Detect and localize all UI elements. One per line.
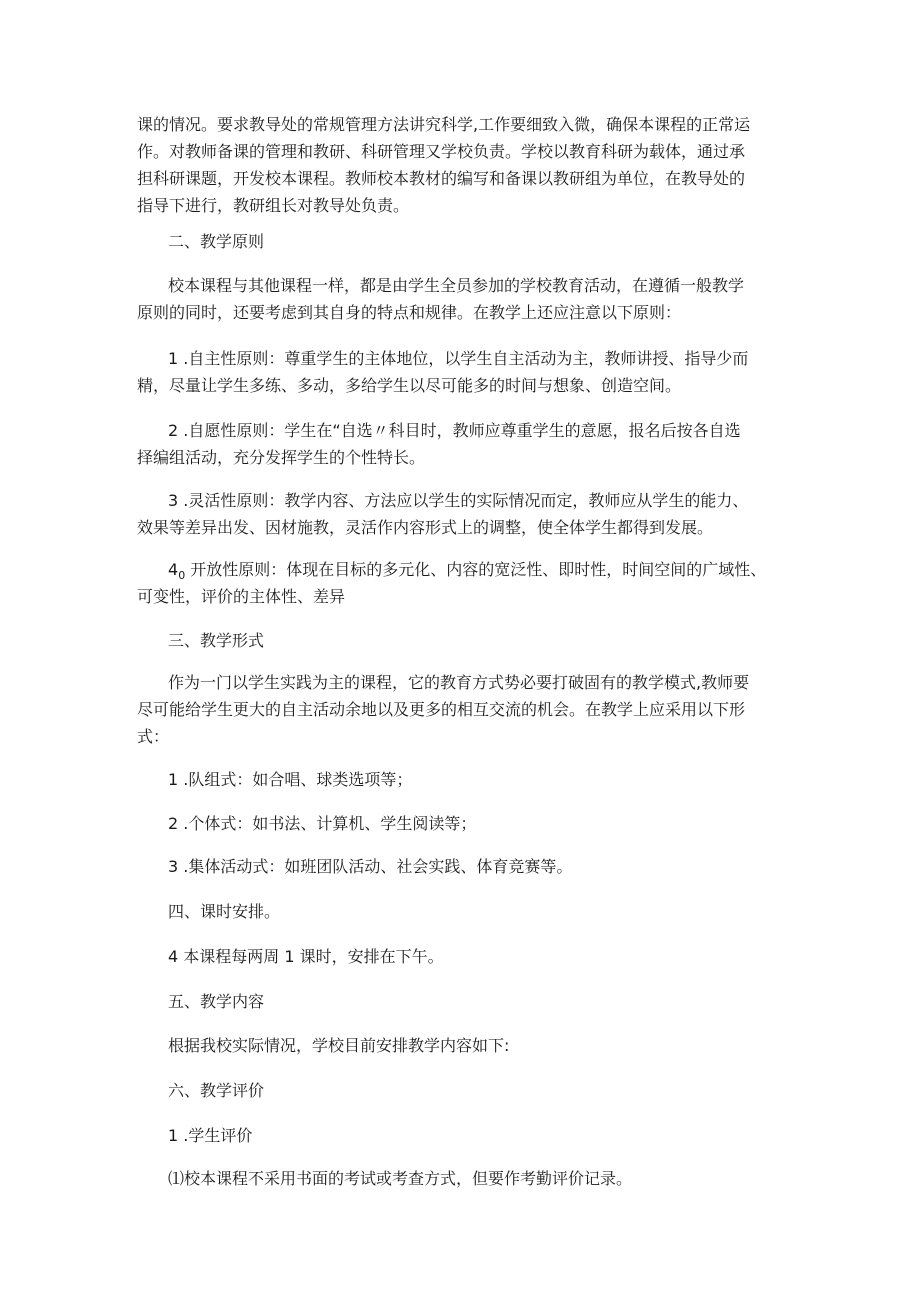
- text-line: 担科研课题，开发校本课程。教师校本教材的编写和备课以教研组为单位，在教导处的: [137, 169, 746, 188]
- item-number: 4: [168, 560, 179, 579]
- text-line: 校本课程与其他课程一样，都是由学生全员参加的学校教育活动，在遵循一般教学: [168, 276, 745, 295]
- section-heading-evaluation: 六、教学评价: [168, 1081, 265, 1100]
- text-line: 可变性，评价的主体性、差异: [137, 587, 346, 606]
- text-line: 作为一门以学生实践为主的课程，它的教育方式势必要打破固有的教学模式,教师要: [168, 673, 750, 692]
- schedule-detail: 4 本课程每两周 1 课时，安排在下午。: [168, 947, 444, 966]
- text-line: 1 .自主性原则：尊重学生的主体地位，以学生自主活动为主，教师讲授、指导少而: [168, 349, 749, 368]
- text-line: 精，尽量让学生多练、多动，多给学生以尽可能多的时间与想象、创造空间。: [137, 376, 682, 395]
- content-detail: 根据我校实际情况，学校目前安排教学内容如下:: [168, 1036, 510, 1055]
- section-heading-principles: 二、教学原则: [168, 232, 265, 251]
- section-heading-content: 五、教学内容: [168, 992, 265, 1011]
- text-line: 择编组活动，充分发挥学生的个性特长。: [137, 448, 426, 467]
- form-team: 1 .队组式：如合唱、球类选项等；: [168, 770, 413, 789]
- form-collective: 3 .集体活动式：如班团队活动、社会实践、体育竞赛等。: [168, 857, 573, 876]
- section-heading-forms: 三、教学形式: [168, 631, 265, 650]
- principle-openness: [137, 556, 797, 610]
- text-line: 式：: [137, 727, 170, 746]
- evaluation-attendance: ⑴校本课程不采用书面的考试或考查方式，但要作考勤评价记录。: [168, 1169, 633, 1188]
- principle-voluntary: [137, 417, 797, 471]
- text-line: 作。对教师备课的管理和教研、科研管理又学校负责。学校以教育科研为载体，通过承: [137, 142, 746, 161]
- text-line: 课的情况。要求教导处的常规管理方法讲究科学,工作要细致入微，确保本课程的正常运: [137, 115, 751, 134]
- paragraph-management: [137, 111, 797, 219]
- form-individual: 2 .个体式：如书法、计算机、学生阅读等；: [168, 814, 477, 833]
- paragraph-principles-intro: [137, 272, 797, 326]
- principle-flexibility: [137, 487, 797, 541]
- text-line: [137, 556, 797, 583]
- section-heading-schedule: 四、课时安排。: [168, 902, 281, 921]
- item-number-subscript: 0: [178, 569, 186, 582]
- principle-autonomy: [137, 345, 797, 399]
- text-segment: 开放性原则：体现在目标的多元化、内容的宽泛性、即时性，时间空间的广域性、: [190, 560, 767, 579]
- text-line: 效果等差异出发、因材施教，灵活作内容形式上的调整，使全体学生都得到发展。: [137, 518, 714, 537]
- evaluation-student: 1 .学生评价: [168, 1126, 253, 1145]
- paragraph-forms-intro: [137, 669, 797, 750]
- text-line: 2 .自愿性原则：学生在“自选〃科目时，教师应尊重学生的意愿，报名后按各自选: [168, 421, 741, 440]
- text-line: 指导下进行，教研组长对教导处负责。: [137, 196, 410, 215]
- text-line: 原则的同时，还要考虑到其自身的特点和规律。在教学上还应注意以下原则：: [137, 303, 682, 322]
- text-line: 尽可能给学生更大的自主活动余地以及更多的相互交流的机会。在教学上应采用以下形: [137, 700, 746, 719]
- text-line: 3 .灵活性原则：教学内容、方法应以学生的实际情况而定，教师应从学生的能力、: [168, 491, 749, 510]
